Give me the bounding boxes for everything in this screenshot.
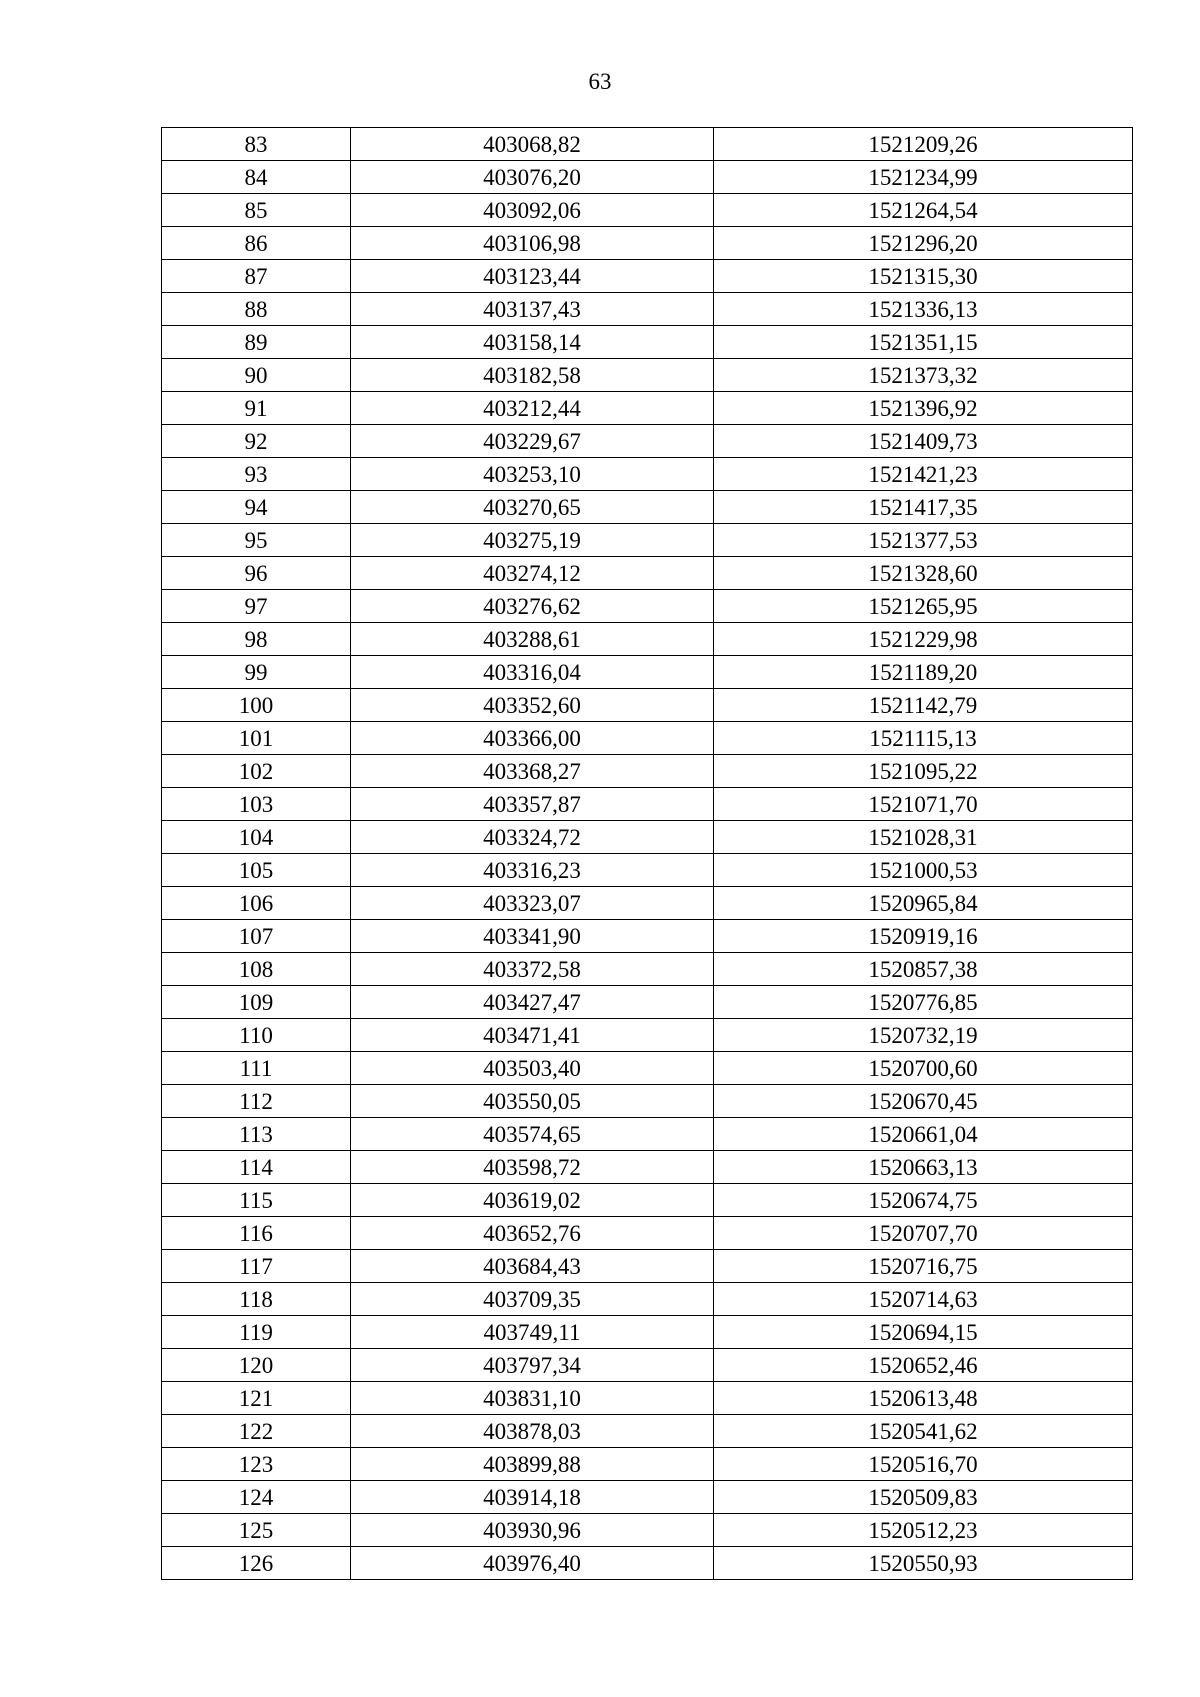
table-row [162, 326, 1133, 359]
point-number-cell: 99 [162, 656, 351, 689]
table-row [162, 953, 1133, 986]
x-coordinate-cell: 403749,11 [351, 1316, 714, 1349]
y-coordinate-cell: 1521315,30 [714, 260, 1133, 293]
point-number-cell: 113 [162, 1118, 351, 1151]
y-coordinate-cell: 1521000,53 [714, 854, 1133, 887]
table-row [162, 788, 1133, 821]
x-coordinate-cell: 403709,35 [351, 1283, 714, 1316]
y-coordinate-cell: 1521296,20 [714, 227, 1133, 260]
x-coordinate-cell: 403137,43 [351, 293, 714, 326]
y-coordinate-cell: 1521396,92 [714, 392, 1133, 425]
point-number-cell: 93 [162, 458, 351, 491]
table-row [162, 1415, 1133, 1448]
table-row [162, 557, 1133, 590]
y-coordinate-cell: 1521071,70 [714, 788, 1133, 821]
table-row [162, 1481, 1133, 1514]
page-number: 63 [588, 69, 612, 94]
y-coordinate-cell: 1521377,53 [714, 524, 1133, 557]
x-coordinate-cell: 403316,04 [351, 656, 714, 689]
table-row [162, 425, 1133, 458]
table-row [162, 854, 1133, 887]
table-row [162, 1250, 1133, 1283]
y-coordinate-cell: 1520670,45 [714, 1085, 1133, 1118]
point-number-cell: 88 [162, 293, 351, 326]
x-coordinate-cell: 403288,61 [351, 623, 714, 656]
point-number-cell: 126 [162, 1547, 351, 1580]
y-coordinate-cell: 1521351,15 [714, 326, 1133, 359]
y-coordinate-cell: 1521115,13 [714, 722, 1133, 755]
y-coordinate-cell: 1520661,04 [714, 1118, 1133, 1151]
point-number-cell: 121 [162, 1382, 351, 1415]
x-coordinate-cell: 403352,60 [351, 689, 714, 722]
point-number-cell: 122 [162, 1415, 351, 1448]
y-coordinate-cell: 1520652,46 [714, 1349, 1133, 1382]
y-coordinate-cell: 1521234,99 [714, 161, 1133, 194]
y-coordinate-cell: 1521336,13 [714, 293, 1133, 326]
y-coordinate-cell: 1520516,70 [714, 1448, 1133, 1481]
table-row [162, 1283, 1133, 1316]
x-coordinate-cell: 403276,62 [351, 590, 714, 623]
table-row [162, 623, 1133, 656]
x-coordinate-cell: 403316,23 [351, 854, 714, 887]
x-coordinate-cell: 403106,98 [351, 227, 714, 260]
y-coordinate-cell: 1521417,35 [714, 491, 1133, 524]
x-coordinate-cell: 403899,88 [351, 1448, 714, 1481]
table-row [162, 458, 1133, 491]
x-coordinate-cell: 403930,96 [351, 1514, 714, 1547]
y-coordinate-cell: 1521142,79 [714, 689, 1133, 722]
point-number-cell: 123 [162, 1448, 351, 1481]
table-row [162, 392, 1133, 425]
table-row [162, 161, 1133, 194]
table-row [162, 722, 1133, 755]
point-number-cell: 91 [162, 392, 351, 425]
x-coordinate-cell: 403574,65 [351, 1118, 714, 1151]
table-row [162, 755, 1133, 788]
y-coordinate-cell: 1521409,73 [714, 425, 1133, 458]
x-coordinate-cell: 403368,27 [351, 755, 714, 788]
table-row [162, 194, 1133, 227]
table-row [162, 1085, 1133, 1118]
table-row [162, 1514, 1133, 1547]
point-number-cell: 89 [162, 326, 351, 359]
point-number-cell: 87 [162, 260, 351, 293]
y-coordinate-cell: 1520550,93 [714, 1547, 1133, 1580]
point-number-cell: 118 [162, 1283, 351, 1316]
point-number-cell: 125 [162, 1514, 351, 1547]
point-number-cell: 103 [162, 788, 351, 821]
x-coordinate-cell: 403366,00 [351, 722, 714, 755]
point-number-cell: 114 [162, 1151, 351, 1184]
x-coordinate-cell: 403323,07 [351, 887, 714, 920]
point-number-cell: 110 [162, 1019, 351, 1052]
point-number-cell: 104 [162, 821, 351, 854]
y-coordinate-cell: 1520707,70 [714, 1217, 1133, 1250]
x-coordinate-cell: 403092,06 [351, 194, 714, 227]
y-coordinate-cell: 1520509,83 [714, 1481, 1133, 1514]
point-number-cell: 97 [162, 590, 351, 623]
x-coordinate-cell: 403324,72 [351, 821, 714, 854]
point-number-cell: 85 [162, 194, 351, 227]
x-coordinate-cell: 403619,02 [351, 1184, 714, 1217]
x-coordinate-cell: 403976,40 [351, 1547, 714, 1580]
y-coordinate-cell: 1520716,75 [714, 1250, 1133, 1283]
x-coordinate-cell: 403123,44 [351, 260, 714, 293]
x-coordinate-cell: 403253,10 [351, 458, 714, 491]
point-number-cell: 105 [162, 854, 351, 887]
x-coordinate-cell: 403372,58 [351, 953, 714, 986]
point-number-cell: 84 [162, 161, 351, 194]
table-row [162, 1448, 1133, 1481]
y-coordinate-cell: 1521373,32 [714, 359, 1133, 392]
point-number-cell: 116 [162, 1217, 351, 1250]
x-coordinate-cell: 403550,05 [351, 1085, 714, 1118]
table-row [162, 689, 1133, 722]
point-number-cell: 101 [162, 722, 351, 755]
point-number-cell: 107 [162, 920, 351, 953]
point-number-cell: 111 [162, 1052, 351, 1085]
y-coordinate-cell: 1521209,26 [714, 128, 1133, 161]
y-coordinate-cell: 1520700,60 [714, 1052, 1133, 1085]
coordinates-table [161, 127, 1133, 1580]
x-coordinate-cell: 403914,18 [351, 1481, 714, 1514]
y-coordinate-cell: 1521189,20 [714, 656, 1133, 689]
table-row [162, 128, 1133, 161]
y-coordinate-cell: 1521229,98 [714, 623, 1133, 656]
point-number-cell: 94 [162, 491, 351, 524]
table-row [162, 920, 1133, 953]
table-row [162, 1052, 1133, 1085]
y-coordinate-cell: 1521421,23 [714, 458, 1133, 491]
y-coordinate-cell: 1520732,19 [714, 1019, 1133, 1052]
table-row [162, 887, 1133, 920]
y-coordinate-cell: 1520613,48 [714, 1382, 1133, 1415]
y-coordinate-cell: 1521265,95 [714, 590, 1133, 623]
table-row [162, 1382, 1133, 1415]
x-coordinate-cell: 403357,87 [351, 788, 714, 821]
y-coordinate-cell: 1521095,22 [714, 755, 1133, 788]
point-number-cell: 109 [162, 986, 351, 1019]
x-coordinate-cell: 403274,12 [351, 557, 714, 590]
x-coordinate-cell: 403068,82 [351, 128, 714, 161]
y-coordinate-cell: 1521264,54 [714, 194, 1133, 227]
table-row [162, 986, 1133, 1019]
table-row [162, 821, 1133, 854]
x-coordinate-cell: 403831,10 [351, 1382, 714, 1415]
point-number-cell: 96 [162, 557, 351, 590]
x-coordinate-cell: 403275,19 [351, 524, 714, 557]
table-row [162, 293, 1133, 326]
x-coordinate-cell: 403270,65 [351, 491, 714, 524]
table-row [162, 359, 1133, 392]
x-coordinate-cell: 403503,40 [351, 1052, 714, 1085]
x-coordinate-cell: 403341,90 [351, 920, 714, 953]
y-coordinate-cell: 1520776,85 [714, 986, 1133, 1019]
y-coordinate-cell: 1521328,60 [714, 557, 1133, 590]
coordinates-table-body [162, 128, 1133, 1580]
x-coordinate-cell: 403652,76 [351, 1217, 714, 1250]
point-number-cell: 83 [162, 128, 351, 161]
y-coordinate-cell: 1520857,38 [714, 953, 1133, 986]
x-coordinate-cell: 403797,34 [351, 1349, 714, 1382]
y-coordinate-cell: 1520714,63 [714, 1283, 1133, 1316]
table-row [162, 1118, 1133, 1151]
table-row [162, 1349, 1133, 1382]
y-coordinate-cell: 1520541,62 [714, 1415, 1133, 1448]
table-row [162, 656, 1133, 689]
table-row [162, 1019, 1133, 1052]
point-number-cell: 98 [162, 623, 351, 656]
point-number-cell: 95 [162, 524, 351, 557]
table-row [162, 524, 1133, 557]
point-number-cell: 100 [162, 689, 351, 722]
x-coordinate-cell: 403878,03 [351, 1415, 714, 1448]
table-row [162, 1184, 1133, 1217]
y-coordinate-cell: 1520663,13 [714, 1151, 1133, 1184]
table-row [162, 590, 1133, 623]
table-row [162, 1547, 1133, 1580]
point-number-cell: 102 [162, 755, 351, 788]
point-number-cell: 90 [162, 359, 351, 392]
y-coordinate-cell: 1520919,16 [714, 920, 1133, 953]
x-coordinate-cell: 403076,20 [351, 161, 714, 194]
x-coordinate-cell: 403427,47 [351, 986, 714, 1019]
point-number-cell: 115 [162, 1184, 351, 1217]
y-coordinate-cell: 1520965,84 [714, 887, 1133, 920]
point-number-cell: 117 [162, 1250, 351, 1283]
point-number-cell: 112 [162, 1085, 351, 1118]
point-number-cell: 124 [162, 1481, 351, 1514]
y-coordinate-cell: 1520674,75 [714, 1184, 1133, 1217]
table-row [162, 260, 1133, 293]
x-coordinate-cell: 403684,43 [351, 1250, 714, 1283]
point-number-cell: 92 [162, 425, 351, 458]
x-coordinate-cell: 403471,41 [351, 1019, 714, 1052]
table-row [162, 227, 1133, 260]
y-coordinate-cell: 1521028,31 [714, 821, 1133, 854]
x-coordinate-cell: 403158,14 [351, 326, 714, 359]
point-number-cell: 119 [162, 1316, 351, 1349]
x-coordinate-cell: 403229,67 [351, 425, 714, 458]
point-number-cell: 108 [162, 953, 351, 986]
y-coordinate-cell: 1520512,23 [714, 1514, 1133, 1547]
x-coordinate-cell: 403182,58 [351, 359, 714, 392]
point-number-cell: 120 [162, 1349, 351, 1382]
x-coordinate-cell: 403598,72 [351, 1151, 714, 1184]
point-number-cell: 86 [162, 227, 351, 260]
point-number-cell: 106 [162, 887, 351, 920]
y-coordinate-cell: 1520694,15 [714, 1316, 1133, 1349]
table-row [162, 1316, 1133, 1349]
table-row [162, 491, 1133, 524]
table-row [162, 1151, 1133, 1184]
table-row [162, 1217, 1133, 1250]
x-coordinate-cell: 403212,44 [351, 392, 714, 425]
